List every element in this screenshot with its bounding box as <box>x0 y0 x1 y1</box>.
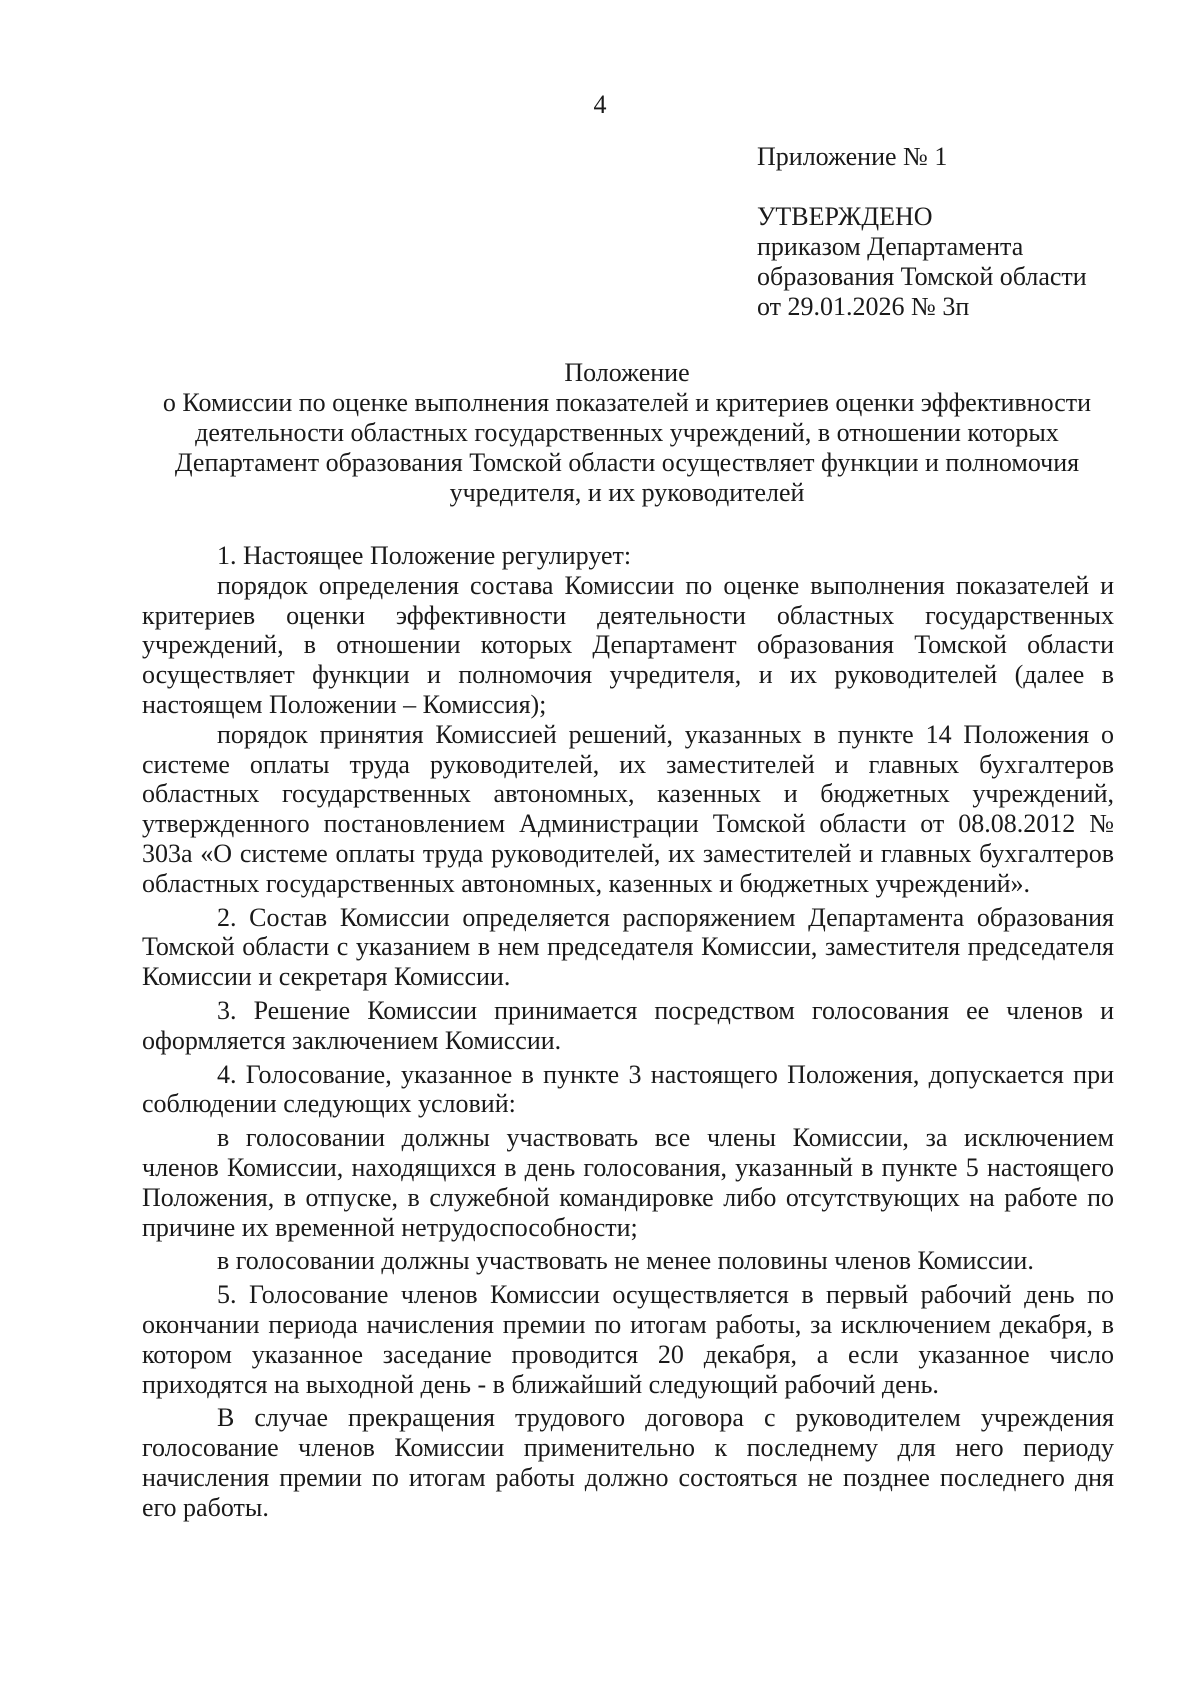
document-title <box>142 358 1112 508</box>
approval-block <box>757 142 1087 322</box>
appendix-label: Приложение № 1 <box>757 142 948 171</box>
paragraph: порядок определения состава Комиссии по оценке выполнения показателей и критериев оценки эффективности деятельности областных государственных учреждений, в отношении которых Департамент образования Томской области осуществляет функции и полномочия учредителя, и их руководителей (далее в настоящем Положении – Комиссия); <box>142 570 1114 719</box>
title-line-1: о Комиссии по оценке выполнения показателей и критериев оценки эффективности <box>162 388 1092 417</box>
approval-line-1: приказом Департамента <box>757 232 1024 261</box>
approval-line-3: от 29.01.2026 № 3п <box>757 292 970 321</box>
title-line-3: Департамент образования Томской области осуществляет функции и полномочия <box>174 448 1080 477</box>
title-line-2: деятельности областных государственных учреждений, в отношении которых <box>195 418 1059 447</box>
paragraph: в голосовании должны участвовать не менее половины членов Комиссии. <box>217 1246 1034 1276</box>
paragraph: порядок принятия Комиссией решений, указанных в пункте 14 Положения о системе оплаты труда руководителей, их заместителей и главных бухгалтеров областных государственных автономных, казенных и бюджетных учреждений, утвержденного постановлением Администрации Томской области от 08.08.2012 № 303а «О системе оплаты труда руководителей, их заместителей и главных бухгалтеров областных государственных автономных, казенных и бюджетных учреждений». <box>142 719 1114 898</box>
document-body <box>142 541 1114 1523</box>
page-number: 4 <box>593 90 607 119</box>
paragraph: 1. Настоящее Положение регулирует: <box>217 541 632 570</box>
paragraph: в голосовании должны участвовать все члены Комиссии, за исключением членов Комиссии, находящихся в день голосования, указанный в пункте 5 настоящего Положения, в отпуске, в служебной командировке либо отсутствующих на работе по причине их временной нетрудоспособности; <box>142 1123 1114 1242</box>
paragraph: 4. Голосование, указанное в пункте 3 настоящего Положения, допускается при соблюдении следующих условий: <box>142 1059 1114 1119</box>
title-line-4: учредителя, и их руководителей <box>449 478 805 507</box>
approval-line-2: образования Томской области <box>757 262 1087 291</box>
paragraph: 2. Состав Комиссии определяется распоряжением Департамента образования Томской области с указанием в нем председателя Комиссии, заместителя председателя Комиссии и секретаря Комиссии. <box>142 902 1114 992</box>
approved-stamp-text: УТВЕРЖДЕНО <box>757 202 933 231</box>
paragraph: 3. Решение Комиссии принимается посредством голосования ее членов и оформляется заключением Комиссии. <box>142 995 1114 1055</box>
paragraph: В случае прекращения трудового договора с руководителем учреждения голосование членов Комиссии применительно к последнему для него периоду начисления премии по итогам работы должно состояться не позднее последнего дня его работы. <box>142 1403 1114 1522</box>
paragraph: 5. Голосование членов Комиссии осуществляется в первый рабочий день по окончании периода начисления премии по итогам работы, за исключением декабря, в котором указанное заседание проводится 20 декабря, а если указанное число приходятся на выходной день - в ближайший следующий рабочий день. <box>142 1280 1114 1399</box>
title-heading: Положение <box>564 358 690 387</box>
